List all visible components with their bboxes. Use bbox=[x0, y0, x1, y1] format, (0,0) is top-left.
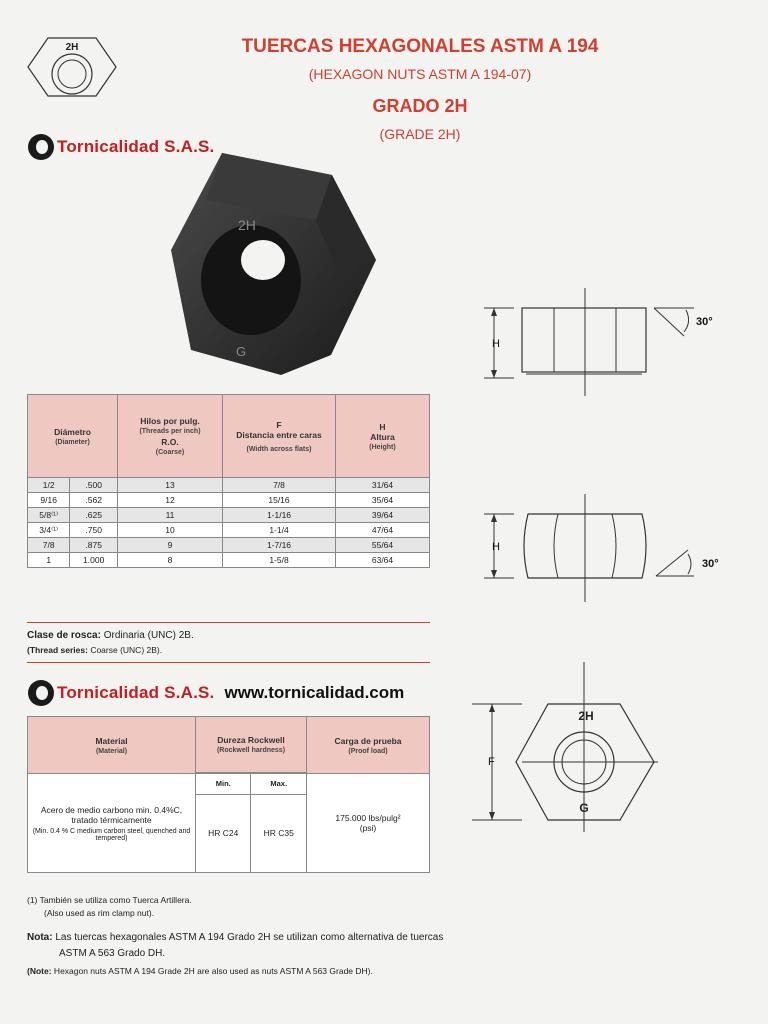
width-label: F bbox=[488, 756, 495, 768]
page-subtitle: (HEXAGON NUTS ASTM A 194-07) bbox=[308, 66, 532, 82]
diameter-header-en: (Diameter) bbox=[55, 438, 90, 446]
width-across-flats: 1-1/4 bbox=[223, 523, 336, 538]
table-row bbox=[28, 553, 430, 568]
width-across-flats: 1-7/16 bbox=[223, 538, 336, 553]
proof-load-header-en: (Proof load) bbox=[348, 747, 388, 755]
side-view-drawing-2 bbox=[484, 494, 734, 602]
grade-subtitle: (GRADE 2H) bbox=[379, 126, 461, 142]
height-label-2: H bbox=[492, 541, 500, 553]
thread-class-value: Ordinaria (UNC) 2B. bbox=[100, 630, 194, 641]
threads-per-inch: 9 bbox=[118, 538, 223, 553]
nut-photo bbox=[166, 150, 381, 380]
diameter-fraction: 9/16 bbox=[28, 493, 70, 508]
coarse-header-en: (Coarse) bbox=[155, 449, 185, 456]
diameter-decimal: .750 bbox=[70, 523, 118, 538]
proof-load-unit: (psi) bbox=[359, 823, 377, 833]
material-header: Material bbox=[95, 735, 128, 746]
f-header: F bbox=[276, 419, 282, 430]
footnote-1: (1) También se utiliza como Tuerca Artillera. bbox=[27, 895, 192, 905]
h-header-label: Altura bbox=[370, 431, 395, 442]
diameter-fraction: 1/2 bbox=[28, 478, 70, 493]
threads-per-inch: 12 bbox=[118, 493, 223, 508]
brand-mark-icon bbox=[28, 134, 54, 160]
nota-label: Nota: bbox=[27, 932, 53, 943]
footnote-1-en: (Also used as rim clamp nut). bbox=[44, 908, 155, 918]
properties-table bbox=[27, 716, 430, 873]
brand-url: www.tornicalidad.com bbox=[224, 683, 405, 702]
h-header-en: (Height) bbox=[369, 443, 396, 451]
divider-line bbox=[27, 662, 430, 663]
table-row bbox=[28, 478, 430, 493]
note-en-text: Hexagon nuts ASTM A 194 Grade 2H are also used as nuts ASTM A 563 Grade DH). bbox=[51, 966, 373, 976]
thread-class bbox=[27, 630, 194, 641]
diameter-decimal: 1.000 bbox=[70, 553, 118, 568]
height: 35/64 bbox=[336, 493, 430, 508]
note-en-label: (Note: bbox=[27, 966, 52, 976]
threads-header: Hilos por pulg. bbox=[140, 416, 200, 426]
divider-line bbox=[27, 622, 430, 623]
side-view-drawing-1 bbox=[484, 288, 734, 396]
thread-series-value: Coarse (UNC) 2B). bbox=[87, 645, 163, 655]
material-desc: Acero de medio carbono min. 0.4%C, tratado térmicamente bbox=[40, 804, 183, 825]
coarse-header: R.O. bbox=[161, 437, 179, 447]
diameter-fraction: 1 bbox=[28, 553, 70, 568]
threads-per-inch: 8 bbox=[118, 553, 223, 568]
height-label-1: H bbox=[492, 338, 500, 350]
threads-per-inch: 13 bbox=[118, 478, 223, 493]
height: 47/64 bbox=[336, 523, 430, 538]
brand-logo-2 bbox=[28, 680, 404, 706]
nota bbox=[27, 932, 443, 943]
f-header-en: (Width across flats) bbox=[246, 445, 312, 453]
page-title: TUERCAS HEXAGONALES ASTM A 194 bbox=[241, 36, 599, 57]
brand-mark-icon bbox=[28, 680, 54, 706]
nota-line-2: ASTM A 563 Grado DH. bbox=[59, 948, 166, 959]
max-header: Max. bbox=[251, 774, 307, 795]
top-view-drawing bbox=[472, 662, 662, 832]
dimension-table-header bbox=[28, 395, 430, 478]
hex-nut-icon bbox=[26, 36, 118, 98]
note-en bbox=[27, 966, 373, 976]
threads-per-inch: 10 bbox=[118, 523, 223, 538]
table-row bbox=[28, 508, 430, 523]
diameter-decimal: .562 bbox=[70, 493, 118, 508]
max-hardness: HR C35 bbox=[251, 794, 307, 872]
nota-text: Las tuercas hexagonales ASTM A 194 Grado 2H se utilizan como alternativa de tuercas bbox=[52, 932, 444, 943]
min-header: Min. bbox=[196, 774, 251, 795]
height: 55/64 bbox=[336, 538, 430, 553]
width-across-flats: 1-1/16 bbox=[223, 508, 336, 523]
diameter-fraction: 3/4⁽¹⁾ bbox=[28, 523, 70, 538]
angle-label-2: 30° bbox=[702, 558, 719, 570]
proof-load-header: Carga de prueba bbox=[334, 735, 402, 746]
material-header-en: (Material) bbox=[95, 747, 128, 755]
thread-class-label: Clase de rosca: bbox=[27, 630, 101, 641]
icon-mark: 2H bbox=[65, 42, 79, 53]
diameter-decimal: .500 bbox=[70, 478, 118, 493]
hardness-header: Dureza Rockwell bbox=[217, 735, 285, 745]
diameter-fraction: 5/8⁽¹⁾ bbox=[28, 508, 70, 523]
angle-label-1: 30° bbox=[696, 316, 713, 328]
brand-name-2: Tornicalidad S.A.S. bbox=[57, 683, 215, 702]
thread-series-label: (Thread series: bbox=[27, 645, 88, 655]
min-hardness: HR C24 bbox=[196, 794, 251, 872]
diameter-decimal: .625 bbox=[70, 508, 118, 523]
table-row bbox=[28, 493, 430, 508]
threads-per-inch: 11 bbox=[118, 508, 223, 523]
top-view-mark-bottom: G bbox=[579, 801, 589, 815]
grade-title: GRADO 2H bbox=[372, 96, 468, 116]
diameter-header: Diámetro bbox=[54, 426, 91, 437]
proof-load-value: 175.000 lbs/pulg² bbox=[335, 813, 401, 823]
h-header: H bbox=[379, 421, 386, 432]
diameter-fraction: 7/8 bbox=[28, 538, 70, 553]
diameter-decimal: .875 bbox=[70, 538, 118, 553]
table-row bbox=[28, 538, 430, 553]
photo-mark-bottom: G bbox=[236, 344, 247, 359]
width-across-flats: 15/16 bbox=[223, 493, 336, 508]
height: 39/64 bbox=[336, 508, 430, 523]
height: 31/64 bbox=[336, 478, 430, 493]
top-view-mark-top: 2H bbox=[578, 709, 594, 723]
threads-header-en: (Threads per inch) bbox=[139, 428, 201, 435]
table-row bbox=[28, 523, 430, 538]
brand-name: Tornicalidad S.A.S. bbox=[57, 137, 215, 156]
width-across-flats: 1-5/8 bbox=[223, 553, 336, 568]
width-across-flats: 7/8 bbox=[223, 478, 336, 493]
material-desc-en: (Min. 0.4 % C medium carbon steel, quenched and tempered) bbox=[32, 827, 191, 842]
thread-series bbox=[27, 645, 162, 655]
f-header-label: Distancia entre caras bbox=[236, 429, 322, 440]
photo-mark-top: 2H bbox=[238, 217, 256, 233]
height: 63/64 bbox=[336, 553, 430, 568]
dimension-table bbox=[27, 394, 430, 568]
hardness-header-en: (Rockwell hardness) bbox=[216, 747, 286, 754]
